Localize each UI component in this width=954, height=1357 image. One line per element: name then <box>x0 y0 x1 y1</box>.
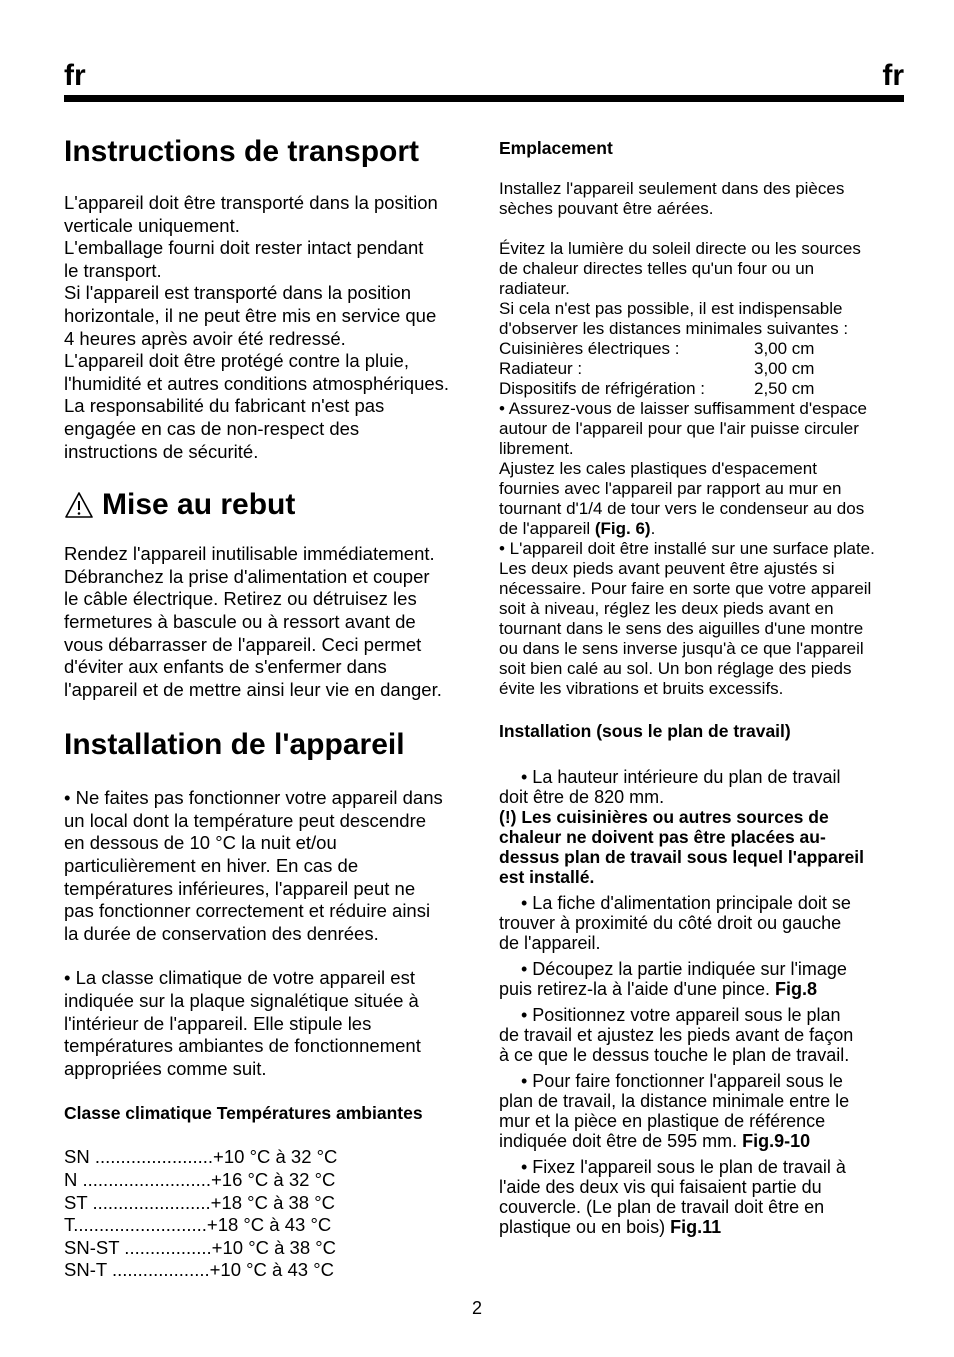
transport-title: Instructions de transport <box>64 135 420 168</box>
under-counter-bullet-4-text: • Positionnez votre appareil sous le plan de travail et ajustez les pieds avant de façon à ce que le dessus touche le plan de travail. <box>499 1005 854 1065</box>
location-paragraph-3 <box>499 399 909 539</box>
distance-value: 3,00 cm <box>754 359 815 378</box>
installation-paragraph-2: • La classe climatique de votre appareil est indiquée sur la plaque signalétique située à l'intérieur de l'appareil. Elle stipule les températures ambiantes de fonctionnement appropriées comme suit. <box>64 967 421 1079</box>
location-title: Emplacement <box>499 138 613 158</box>
climate-table <box>64 1146 474 1282</box>
distance-row <box>499 379 909 399</box>
climate-row: N .........................+16 °C à 32 °C <box>64 1169 336 1190</box>
under-counter-warning: (!) Les cuisinières ou autres sources de chaleur ne doivent pas être placées au- dessus plan de travail sous lequel l'appareil est installé. <box>499 807 864 887</box>
under-counter-bullet-6-text: • Fixez l'appareil sous le plan de travail à l'aide des deux vis qui faisaient partie du couvercle. (Le plan de travail doit être en plastique ou en bois) <box>499 1157 846 1237</box>
figure-reference: Fig.8 <box>775 979 818 999</box>
installation-title: Installation de l'appareil <box>64 728 405 762</box>
distance-row <box>499 339 909 359</box>
under-counter-bullet-4 <box>499 1005 909 1065</box>
climate-table-header: Classe climatique Températures ambiantes <box>64 1103 423 1124</box>
climate-row: SN-ST .................+10 °C à 38 °C <box>64 1236 337 1258</box>
left-column <box>64 130 474 1282</box>
distance-label: Cuisinières électriques : <box>499 339 680 358</box>
distance-value: 2,50 cm <box>754 379 815 398</box>
distance-list <box>499 339 909 399</box>
language-label-right: fr <box>882 59 904 92</box>
distance-value: 3,00 cm <box>754 339 815 358</box>
location-paragraph-1: Installez l'appareil seulement dans des pièces sèches pouvant être aérées. <box>499 179 845 218</box>
under-counter-bullet-5 <box>499 1071 909 1151</box>
climate-row: SN .......................+10 °C à 32 °C <box>64 1146 338 1168</box>
under-counter-bullet-6 <box>499 1157 909 1237</box>
distance-label: Radiateur : <box>499 359 583 378</box>
disposal-heading <box>64 487 474 523</box>
figure-reference: Fig.11 <box>670 1217 722 1237</box>
distance-row <box>499 359 909 379</box>
climate-row: SN-T ...................+10 °C à 43 °C <box>64 1259 334 1281</box>
under-counter-bullet-3 <box>499 959 909 999</box>
under-counter-bullet-1-text: • La hauteur intérieure du plan de travail doit être de 820 mm. <box>499 767 841 807</box>
location-paragraph-3-end: . <box>650 519 656 538</box>
warning-triangle-icon <box>64 491 94 519</box>
header-rule <box>64 95 904 102</box>
right-column <box>499 130 909 1237</box>
figure-reference: Fig.9-10 <box>742 1131 811 1151</box>
location-paragraph-2: Évitez la lumière du soleil directe ou les sources de chaleur directes telles qu'un four ou un radiateur. Si cela n'est pas possible, il est indispensable d'observer les distances minimales suivantes : <box>499 239 861 338</box>
page-number: 2 <box>471 1298 482 1318</box>
distance-label: Dispositifs de réfrigération : <box>499 379 705 398</box>
installation-paragraph-1: • Ne faites pas fonctionner votre appareil dans un local dont la température peut descendre en dessous de 10 °C la nuit et/ou particulièrement en hiver. En cas de températures inférieures, l'appareil peut ne pas fonctionner correctement et réduire ainsi la durée de conservation des denrées. <box>64 787 443 944</box>
figure-reference: (Fig. 6) <box>594 519 651 538</box>
under-counter-bullet-1 <box>499 767 909 807</box>
climate-row: T..........................+18 °C à 43 °C <box>64 1214 332 1236</box>
transport-paragraph: L'appareil doit être transporté dans la position verticale uniquement. L'emballage fourni doit rester intact pendant le transport. Si l'appareil est transporté dans la position horizontale, il ne peut être mis en service que 4 heures après avoir été redressé. L'appareil doit être protégé contre la pluie, l'humidité et autres conditions atmosphériques. La responsabilité du fabricant n'est pas engagée en cas de non-respect des instructions de sécurité. <box>64 192 450 462</box>
under-counter-bullet-2-text: • La fiche d'alimentation principale doit se trouver à proximité du côté droit ou gauche de l'appareil. <box>499 893 851 953</box>
language-label-left: fr <box>64 59 86 92</box>
location-paragraph-3-text: • Assurez-vous de laisser suffisamment d'espace autour de l'appareil pour que l'air puisse circuler librement. Ajustez les cales plastiques d'espacement fournies avec l'appareil par rapport au mur en tournant d'1/4 de tour vers le condenseur au dos de l'appareil <box>499 399 867 538</box>
under-counter-bullet-2 <box>499 893 909 953</box>
under-counter-bullet-5-text: • Pour faire fonctionner l'appareil sous le plan de travail, la distance minimale entre le mur et la pièce en plastique de référence indiquée doit être de 595 mm. <box>499 1071 850 1151</box>
location-paragraph-4: • L'appareil doit être installé sur une surface plate. Les deux pieds avant peuvent être ajustés si nécessaire. Pour faire en sorte que votre appareil soit à niveau, réglez les deux pieds avant en tournant dans le sens des aiguilles d'une montre ou dans le sens inverse jusqu'à ce que l'appareil soit bien calé au sol. Un bon réglage des pieds évite les vibrations et bruits excessifs. <box>499 539 875 698</box>
under-counter-bullet-3-text: • Découpez la partie indiquée sur l'image puis retirez-la à l'aide d'une pince. <box>499 959 847 999</box>
disposal-paragraph: Rendez l'appareil inutilisable immédiatement. Débranchez la prise d'alimentation et couper le câble électrique. Retirez ou détruisez les fermetures à bascule ou à ressort avant de vous débarrasser de l'appareil. Ceci permet d'éviter aux enfants de s'enfermer dans l'appareil et de mettre ainsi leur vie en danger. <box>64 543 442 700</box>
climate-row: ST .......................+18 °C à 38 °C <box>64 1191 335 1213</box>
under-counter-title: Installation (sous le plan de travail) <box>499 721 791 741</box>
disposal-title: Mise au rebut <box>102 488 296 522</box>
